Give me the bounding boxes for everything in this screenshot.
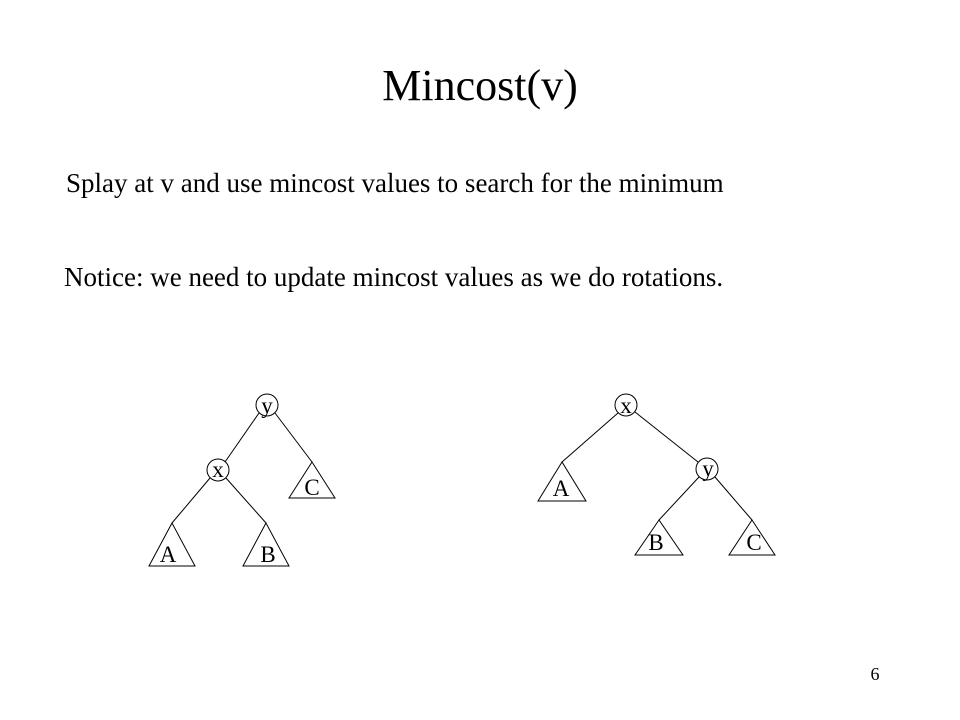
left-tree-edge-x-a: [172, 478, 210, 523]
right-tree-root-label: x: [620, 393, 632, 418]
right-tree-edge-y-b: [659, 477, 699, 520]
left-tree-subtree-c-label: C: [304, 475, 320, 500]
body-text-notice: Notice: we need to update mincost values as we do rotations.: [64, 262, 724, 292]
left-tree-edge-y-c: [275, 413, 312, 462]
left-tree-edge-y-x: [225, 413, 259, 462]
left-tree-root-label: y: [261, 393, 273, 418]
right-tree-edge-x-a: [562, 413, 618, 462]
slide-title: Mincost(v): [382, 61, 578, 110]
right-tree-subtree-a-label: A: [552, 476, 570, 501]
right-tree-edge-x-y: [635, 412, 698, 462]
left-tree-edge-x-b: [226, 478, 266, 523]
right-tree-edge-y-c: [715, 477, 752, 520]
left-tree-labels: [160, 393, 320, 567]
left-tree-subtree-b-label: B: [260, 542, 276, 567]
right-tree-child-label: y: [702, 456, 714, 481]
page-number: 6: [870, 664, 880, 684]
right-tree-subtree-b-label: B: [648, 530, 664, 555]
left-tree-child-label: x: [212, 457, 224, 482]
body-text-splay: Splay at v and use mincost values to search for the minimum: [66, 168, 724, 198]
right-tree-subtree-c-label: C: [746, 530, 762, 555]
left-tree-subtree-a-label: A: [159, 542, 177, 567]
right-tree-labels: [553, 393, 762, 555]
